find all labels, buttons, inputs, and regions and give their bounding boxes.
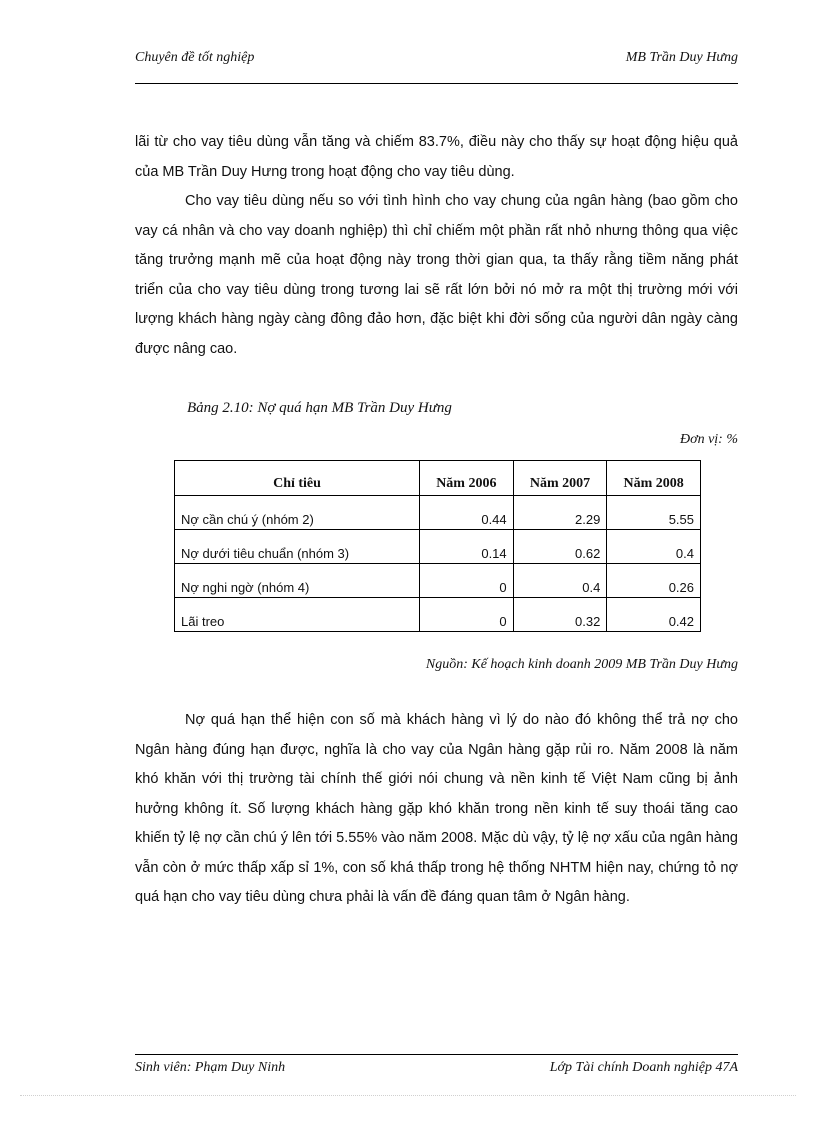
footer-right: Lớp Tài chính Doanh nghiệp 47A [549,1060,738,1075]
cell-value: 0.4 [607,530,701,564]
cell-value: 2.29 [513,496,607,530]
table-row [175,598,701,632]
page-edge-divider [20,1095,796,1096]
row-label: Lãi treo [175,598,420,632]
table-row [175,564,701,598]
cell-value: 0 [420,564,514,598]
paragraph: Nợ quá hạn thể hiện con số mà khách hàng vì lý do nào đó không thể trả nợ cho Ngân hàng đúng hạn được, nghĩa là cho vay của Ngân hàng gặp rủi ro. Năm 2008 là năm khó khăn với thị trường tài chính thế giới nói chung và nền kinh tế Việt Nam cũng bị ảnh hưởng không ít. Số lượng khách hàng gặp khó khăn trong nền kinh tế suy thoái tăng cao khiến tỷ lệ nợ cần chú ý lên tới 5.55% vào năm 2008. Mặc dù vậy, tỷ lệ nợ xấu của ngân hàng vẫn còn ở mức thấp xấp sỉ 1%, con số khá thấp trong hệ thống NHTM hiện nay, chứng tỏ nợ quá hạn cho vay tiêu dùng chưa phải là vấn đề đáng quan tâm ở Ngân hàng. [135,712,738,905]
column-header: Năm 2006 [420,461,514,496]
column-header: Năm 2008 [607,461,701,496]
column-header: Năm 2007 [513,461,607,496]
header-divider [135,83,738,84]
cell-value: 0.14 [420,530,514,564]
row-label: Nợ dưới tiêu chuẩn (nhóm 3) [175,530,420,564]
row-label: Nợ cần chú ý (nhóm 2) [175,496,420,530]
body-text-top [135,128,738,364]
paragraph: lãi từ cho vay tiêu dùng vẫn tăng và chiếm 83.7%, điều này cho thấy sự hoạt động hiệu quả của MB Trần Duy Hưng trong hoạt động cho vay tiêu dùng. [135,134,738,180]
header-right: MB Trần Duy Hưng [625,50,738,65]
cell-value: 0.44 [420,496,514,530]
cell-value: 0.4 [513,564,607,598]
cell-value: 0.62 [513,530,607,564]
header-left: Chuyên đề tốt nghiệp [135,50,255,65]
column-header: Chỉ tiêu [175,461,420,496]
row-label: Nợ nghi ngờ (nhóm 4) [175,564,420,598]
cell-value: 5.55 [607,496,701,530]
cell-value: 0 [420,598,514,632]
table-source: Nguồn: Kế hoạch kinh doanh 2009 MB Trần Duy Hưng [425,657,738,672]
body-text-bottom [135,706,738,913]
table-caption: Bảng 2.10: Nợ quá hạn MB Trần Duy Hưng [187,400,452,416]
debt-table [174,460,701,632]
table-unit: Đơn vị: % [679,432,738,447]
footer-divider [135,1054,738,1055]
page-header [135,50,738,66]
cell-value: 0.42 [607,598,701,632]
page-footer [135,1060,738,1076]
cell-value: 0.26 [607,564,701,598]
table-row [175,496,701,530]
paragraph: Cho vay tiêu dùng nếu so với tình hình cho vay chung của ngân hàng (bao gồm cho vay cá nhân và cho vay doanh nghiệp) thì chỉ chiếm một phần rất nhỏ nhưng thông qua việc tăng trưởng mạnh mẽ của hoạt động này trong thời gian qua, ta thấy rằng tiềm năng phát triển của cho vay tiêu dùng trong tương lai sẽ rất lớn bởi nó mở ra một thị trường mới với lượng khách hàng ngày càng đông đảo hơn, đặc biệt khi đời sống của người dân ngày càng được nâng cao. [135,193,738,357]
footer-left: Sinh viên: Phạm Duy Ninh [135,1060,286,1075]
cell-value: 0.32 [513,598,607,632]
table-row [175,530,701,564]
table-header-row [175,461,701,496]
